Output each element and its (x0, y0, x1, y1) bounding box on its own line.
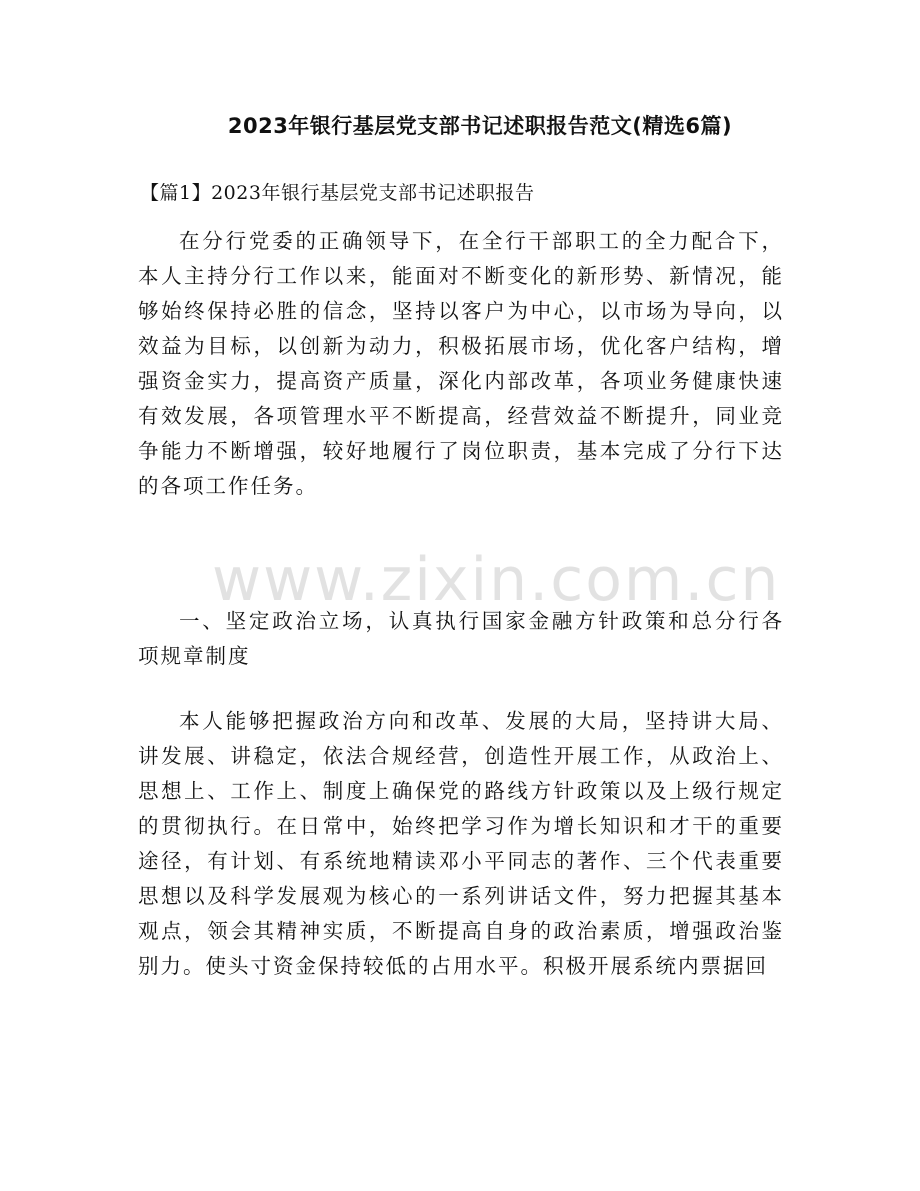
paragraph-intro: 在分行党委的正确领导下，在全行干部职工的全力配合下，本人主持分行工作以来，能面对不断变化的新形势、新情况，能够始终保持必胜的信念，坚持以客户为中心，以市场为导向，以效益为目标，以创新为动力，积极拓展市场，优化客户结构，增强资金实力，提高资产质量，深化内部改革，各项业务健康快速有效发展，各项管理水平不断提高，经营效益不断提升，同业竞争能力不断增强，较好地履行了岗位职责，基本完成了分行下达的各项工作任务。 (138, 229, 784, 498)
paragraph-body: 本人能够把握政治方向和改革、发展的大局，坚持讲大局、讲发展、讲稳定，依法合规经营，创造性开展工作，从政治上、思想上、工作上、制度上确保党的路线方针政策以及上级行规定的贯彻执行。在日常中，始终把学习作为增长知识和才干的重要途径，有计划、有系统地精读邓小平同志的著作、三个代表重要思想以及科学发展观为核心的一系列讲话文件，努力把握其基本观点，领会其精神实质，不断提高自身的政治素质，增强政治鉴别力。使头寸资金保持较低的占用水平。积极开展系统内票据回 (138, 709, 784, 978)
document-title: 2023年银行基层党支部书记述职报告范文(精选6篇) (227, 114, 733, 138)
paragraph-subheading: 一、坚定政治立场，认真执行国家金融方针政策和总分行各项规章制度 (138, 609, 784, 668)
section-heading: 【篇1】2023年银行基层党支部书记述职报告 (140, 182, 535, 204)
watermark: www.zixin.com.cn (212, 545, 781, 615)
